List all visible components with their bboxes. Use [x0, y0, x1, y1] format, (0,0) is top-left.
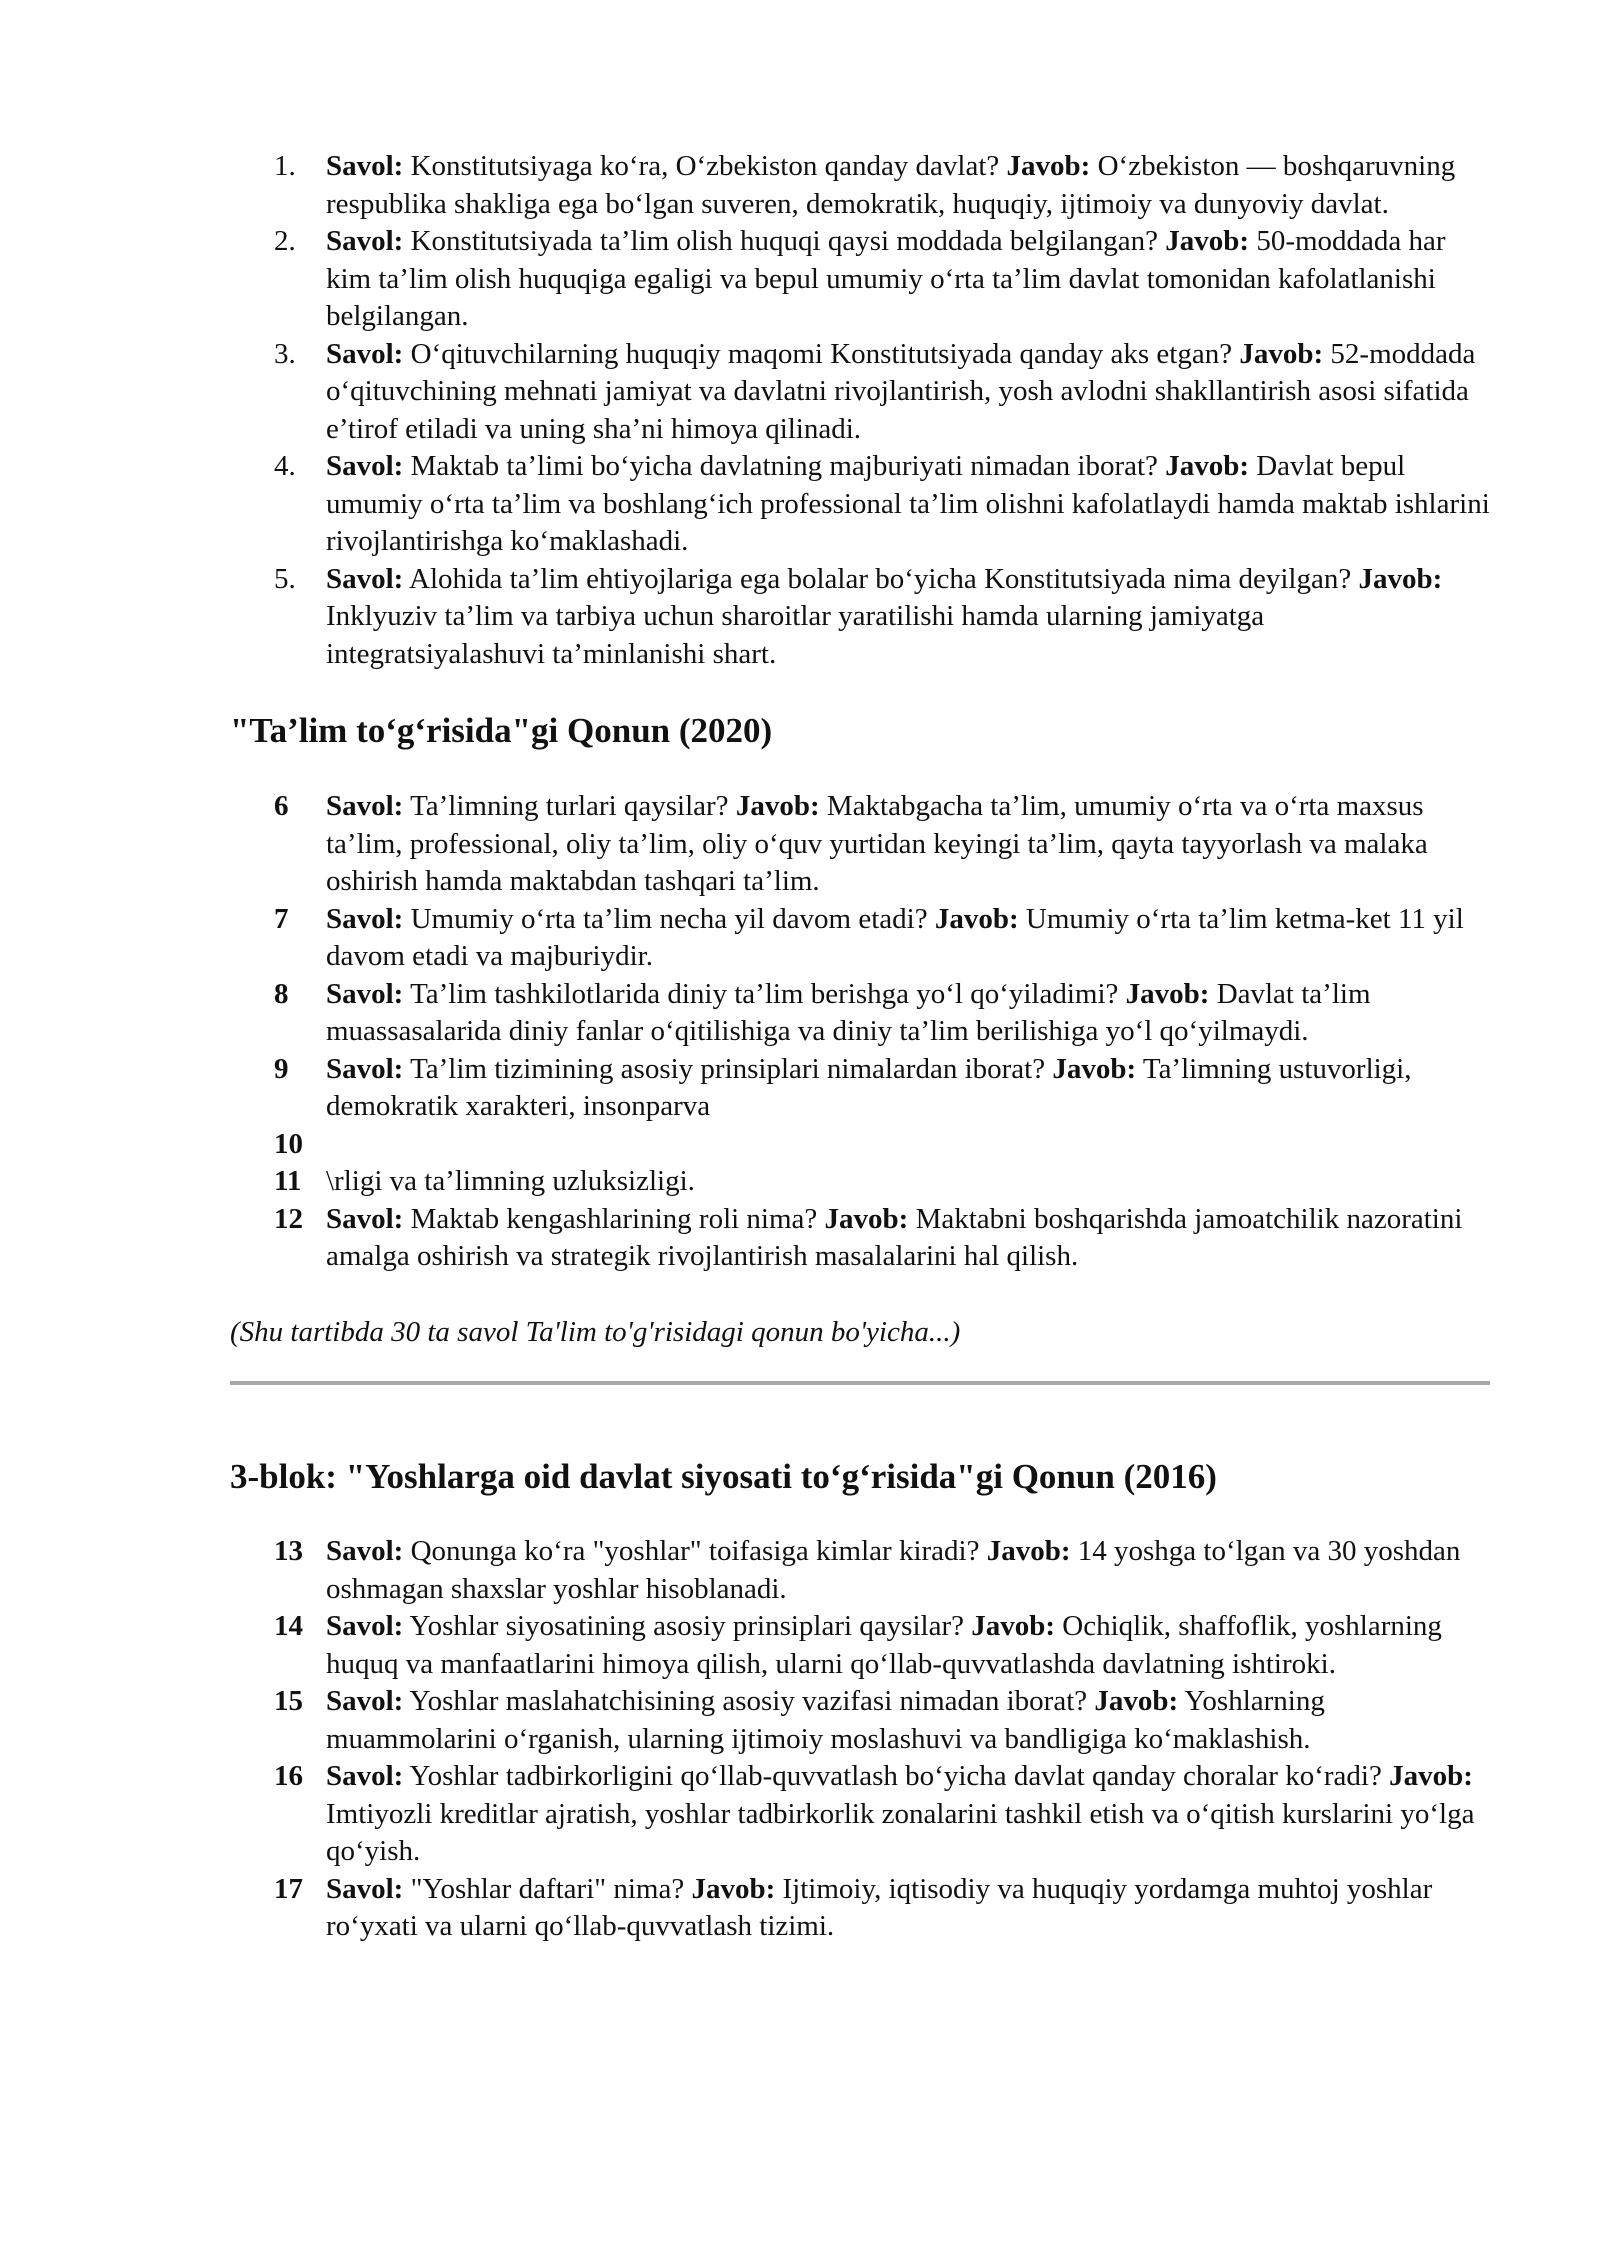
list-item — [230, 1163, 1490, 1201]
question-text: Yoshlar siyosatining asosiy prinsiplari qaysilar? — [409, 1610, 964, 1642]
question-label: Savol: — [326, 1610, 404, 1642]
list-item — [230, 1126, 1490, 1164]
item-number: 8 — [274, 977, 289, 1010]
question-label: Savol: — [326, 450, 404, 482]
item-number: 13 — [274, 1535, 303, 1567]
list-item — [230, 1608, 1490, 1683]
answer-text: Ochiqlik, shaffoflik, yoshlarning huquq va manfaatlarini himoya qilish, ularni qo‘llab-quvvatlashda davlatning ishtiroki. — [326, 1610, 1442, 1680]
question-list-education-law — [230, 788, 1490, 1276]
list-item — [230, 148, 1490, 223]
item-number: 2. — [274, 225, 296, 257]
answer-label: Javob: — [934, 902, 1019, 935]
answer-text: 50-moddada har kim ta’lim olish huquqiga egaligi va bepul umumiy o‘rta ta’lim davlat tomonidan kafolatlanishi belgilangan. — [326, 225, 1446, 332]
question-text: Ta’limning turlari qaysilar? — [410, 790, 729, 822]
answer-text: Ta’limning ustuvorligi, demokratik xarakteri, insonparva — [326, 1052, 1412, 1122]
answer-text: Ijtimoiy, iqtisodiy va huquqiy yordamga muhtoj yoshlar ro‘yxati va ularni qo‘llab-quvvatlash tizimi. — [326, 1872, 1433, 1942]
item-number: 12 — [274, 1202, 303, 1235]
list-item — [230, 1051, 1490, 1126]
list-item — [230, 1871, 1490, 1946]
question-list-constitution — [230, 148, 1490, 673]
question-label: Savol: — [326, 977, 404, 1010]
continuation-note: (Shu tartibda 30 ta savol Ta'lim to'g'risidagi qonun bo'yicha...) — [230, 1315, 961, 1348]
question-label: Savol: — [326, 562, 404, 595]
question-list-youth-law — [230, 1533, 1490, 1946]
answer-label: Javob: — [1389, 1760, 1473, 1792]
answer-label: Javob: — [1165, 450, 1249, 482]
list-item — [230, 1758, 1490, 1871]
question-text: Ta’lim tizimining asosiy prinsiplari nimalardan iborat? — [410, 1052, 1046, 1085]
question-text: Konstitutsiyaga ko‘ra, O‘zbekiston qanday davlat? — [410, 150, 1000, 182]
question-text: Yoshlar tadbirkorligini qo‘llab-quvvatlash bo‘yicha davlat qanday choralar ko‘radi? — [409, 1760, 1382, 1792]
list-item — [230, 336, 1490, 449]
question-label: Savol: — [326, 902, 404, 935]
answer-label: Javob: — [1239, 337, 1324, 370]
list-item — [230, 448, 1490, 561]
answer-label: Javob: — [824, 1202, 909, 1235]
question-text: O‘qituvchilarning huquqiy maqomi Konstitutsiyada qanday aks etgan? — [410, 337, 1233, 370]
question-text: Ta’lim tashkilotlarida diniy ta’lim berishga yo‘l qo‘yiladimi? — [410, 977, 1119, 1010]
answer-text: 52-moddada o‘qituvchining mehnati jamiyat va davlatni rivojlantirish, yosh avlodni shakllantirish asosi sifatida e’tirof etiladi va uning sha’ni himoya qilinadi. — [326, 337, 1476, 445]
item-number: 10 — [274, 1127, 303, 1160]
answer-text: 14 yoshga to‘lgan va 30 yoshdan oshmagan shaxslar yoshlar hisoblanadi. — [326, 1535, 1461, 1605]
answer-label: Javob: — [735, 790, 820, 822]
question-label: Savol: — [326, 1760, 404, 1792]
item-number: 15 — [274, 1685, 303, 1717]
answer-text: Imtiyozli kreditlar ajratish, yoshlar tadbirkorlik zonalarini tashkil etish va o‘qitish kurslarini yo‘lga qo‘yish. — [326, 1797, 1475, 1867]
question-text: Qonunga ko‘ra "yoshlar" toifasiga kimlar kiradi? — [410, 1535, 980, 1567]
list-item — [230, 901, 1490, 976]
answer-label: Javob: — [1006, 150, 1091, 182]
document-page — [230, 148, 1490, 1946]
answer-label: Javob: — [1358, 562, 1443, 595]
horizontal-divider — [230, 1381, 1490, 1385]
question-label: Savol: — [326, 225, 404, 257]
answer-text: Umumiy o‘rta ta’lim ketma-ket 11 yil davom etadi va majburiydir. — [326, 902, 1464, 972]
item-number: 14 — [274, 1610, 303, 1642]
list-item — [230, 561, 1490, 674]
item-number: 17 — [274, 1872, 303, 1905]
answer-label: Javob: — [1125, 977, 1210, 1010]
question-text: "Yoshlar daftari" nima? — [410, 1872, 685, 1905]
item-text: \rligi va ta’limning uzluksizligi. — [326, 1165, 695, 1197]
answer-text: Davlat ta’lim muassasalarida diniy fanlar o‘qitilishiga va diniy ta’lim berilishiga yo‘l qo‘yilmaydi. — [326, 977, 1371, 1047]
section-title-education-law: "Ta’lim to‘g‘risida"gi Qonun (2020) — [230, 711, 773, 750]
answer-text: Inklyuziv ta’lim va tarbiya uchun sharoitlar yaratilishi hamda ularning jamiyatga integratsiyalashuvi ta’minlanishi shart. — [326, 600, 1265, 670]
item-number: 7 — [274, 902, 289, 935]
answer-text: Davlat bepul umumiy o‘rta ta’lim va boshlang‘ich professional ta’lim olishni kafolatlaydi hamda maktab ishlarini rivojlantirishga ko‘maklashadi. — [326, 450, 1490, 557]
answer-label: Javob: — [986, 1535, 1071, 1567]
question-text: Umumiy o‘rta ta’lim necha yil davom etadi? — [410, 902, 928, 935]
question-label: Savol: — [326, 1872, 404, 1905]
list-item — [230, 1683, 1490, 1758]
question-label: Savol: — [326, 1535, 404, 1567]
question-text: Maktab kengashlarining roli nima? — [410, 1202, 818, 1235]
question-label: Savol: — [326, 790, 404, 822]
item-number: 6 — [274, 790, 289, 822]
section-title-youth-law: 3-blok: "Yoshlarga oid davlat siyosati to‘g‘risida"gi Qonun (2016) — [230, 1457, 1217, 1496]
answer-label: Javob: — [1052, 1052, 1137, 1085]
answer-label: Javob: — [971, 1610, 1056, 1642]
list-item — [230, 788, 1490, 901]
question-label: Savol: — [326, 1202, 404, 1235]
item-number: 11 — [274, 1165, 302, 1197]
question-text: Alohida ta’lim ehtiyojlariga ega bolalar bo‘yicha Konstitutsiyada nima deyilgan? — [409, 562, 1352, 595]
list-item — [230, 223, 1490, 336]
question-label: Savol: — [326, 1685, 404, 1717]
item-number: 1. — [274, 150, 296, 182]
list-item — [230, 1533, 1490, 1608]
question-text: Konstitutsiyada ta’lim olish huquqi qaysi moddada belgilangan? — [410, 225, 1159, 257]
item-number: 3. — [274, 337, 296, 370]
answer-label: Javob: — [1094, 1685, 1179, 1717]
list-item — [230, 976, 1490, 1051]
list-item — [230, 1201, 1490, 1276]
question-text: Maktab ta’limi bo‘yicha davlatning majburiyati nimadan iborat? — [410, 450, 1158, 482]
item-number: 16 — [274, 1760, 303, 1792]
item-number: 9 — [274, 1052, 289, 1085]
answer-label: Javob: — [691, 1872, 776, 1905]
item-number: 4. — [274, 450, 296, 482]
answer-text: Maktabgacha ta’lim, umumiy o‘rta va o‘rta maxsus ta’lim, professional, oliy ta’lim, oliy o‘quv yurtidan keyingi ta’lim, qayta tayyorlash va malaka oshirish hamda maktabdan tashqari ta’lim. — [326, 790, 1428, 897]
answer-text: Maktabni boshqarishda jamoatchilik nazoratini amalga oshirish va strategik rivojlantirish masalalarini hal qilish. — [326, 1202, 1463, 1272]
item-number: 5. — [274, 562, 296, 595]
answer-label: Javob: — [1165, 225, 1250, 257]
answer-text: O‘zbekiston — boshqaruvning respublika shakliga ega bo‘lgan suveren, demokratik, huquqiy, ijtimoiy va dunyoviy davlat. — [326, 150, 1456, 220]
question-label: Savol: — [326, 150, 404, 182]
question-label: Savol: — [326, 337, 404, 370]
answer-text: Yoshlarning muammolarini o‘rganish, ularning ijtimoiy moslashuvi va bandligiga ko‘maklashish. — [326, 1685, 1325, 1755]
question-text: Yoshlar maslahatchisining asosiy vazifasi nimadan iborat? — [409, 1685, 1088, 1717]
question-label: Savol: — [326, 1052, 404, 1085]
